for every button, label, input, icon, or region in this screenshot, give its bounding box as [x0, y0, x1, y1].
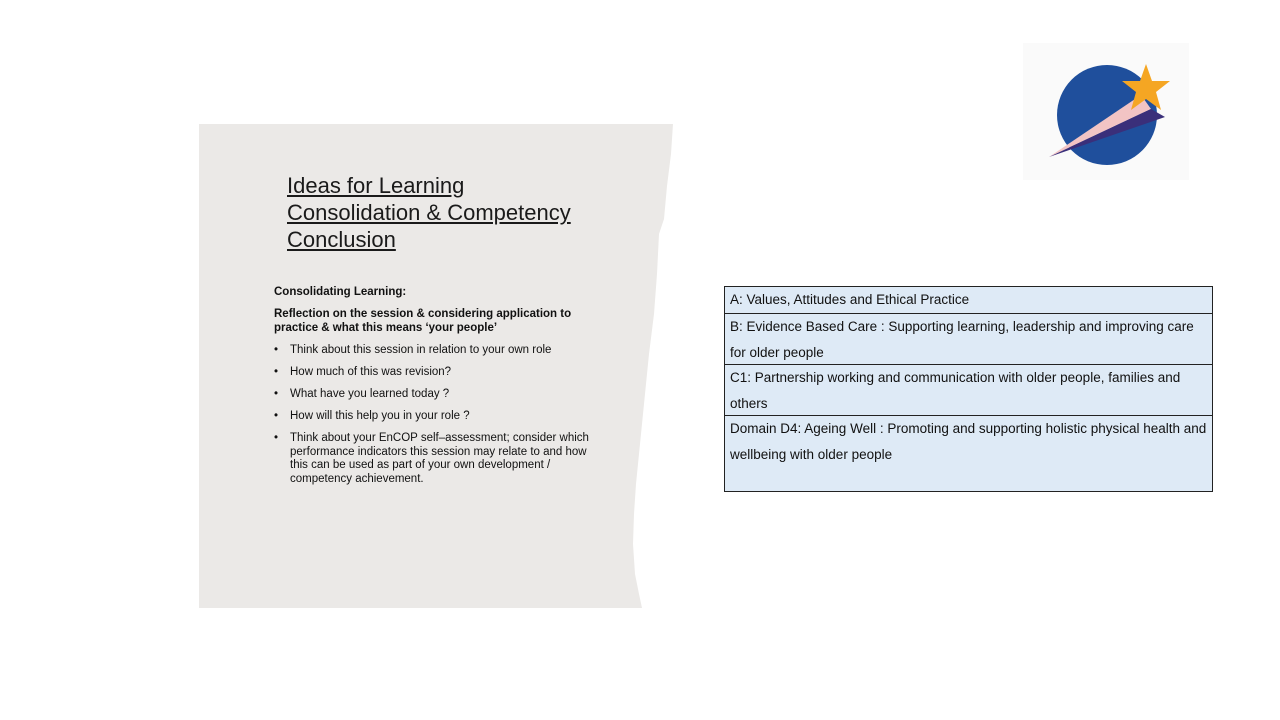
bullet-icon: • — [274, 366, 279, 378]
bullet-text: How will this help you in your role ? — [290, 410, 470, 422]
domain-c1-text: C1: Partnership working and communication with older people, families and others — [730, 370, 1181, 411]
domain-a-text: A: Values, Attitudes and Ethical Practice — [730, 292, 970, 307]
list-item — [274, 410, 604, 424]
bullet-text: Think about this session in relation to your own role — [290, 344, 552, 356]
bullet-text: How much of this was revision? — [290, 366, 452, 378]
section-heading: Consolidating Learning: — [274, 286, 407, 298]
bullet-text: Think about your EnCOP self–assessment; consider which performance indicators this session may relate to and how this can be used as part of your own development / competency achievement. — [290, 432, 589, 485]
list-item — [274, 432, 604, 486]
bullet-icon: • — [274, 432, 279, 444]
bullet-list — [274, 344, 604, 495]
list-item — [274, 366, 604, 380]
table-row — [725, 314, 1212, 365]
list-item — [274, 344, 604, 358]
shooting-star-icon — [1023, 43, 1189, 180]
shooting-star-logo — [1023, 43, 1189, 180]
bullet-icon: • — [274, 410, 279, 422]
title-line-2: Consolidation & Competency — [287, 200, 571, 225]
bullet-icon: • — [274, 388, 279, 400]
table-row — [725, 365, 1212, 416]
table-row — [725, 287, 1212, 314]
domains-table — [724, 286, 1213, 492]
bullet-icon: • — [274, 344, 279, 356]
domain-d4-text: Domain D4: Ageing Well : Promoting and supporting holistic physical health and wellbeing with older people — [730, 421, 1207, 462]
sub-heading: Reflection on the session & considering application to practice & what this means ‘your people’ — [274, 308, 572, 334]
slide-title — [287, 172, 617, 253]
title-line-3: Conclusion — [287, 227, 396, 252]
table-row — [725, 416, 1212, 491]
title-line-1: Ideas for Learning — [287, 173, 465, 198]
list-item — [274, 388, 604, 402]
bullet-text: What have you learned today ? — [290, 388, 450, 400]
domain-b-text: B: Evidence Based Care : Supporting learning, leadership and improving care for older people — [730, 319, 1194, 360]
